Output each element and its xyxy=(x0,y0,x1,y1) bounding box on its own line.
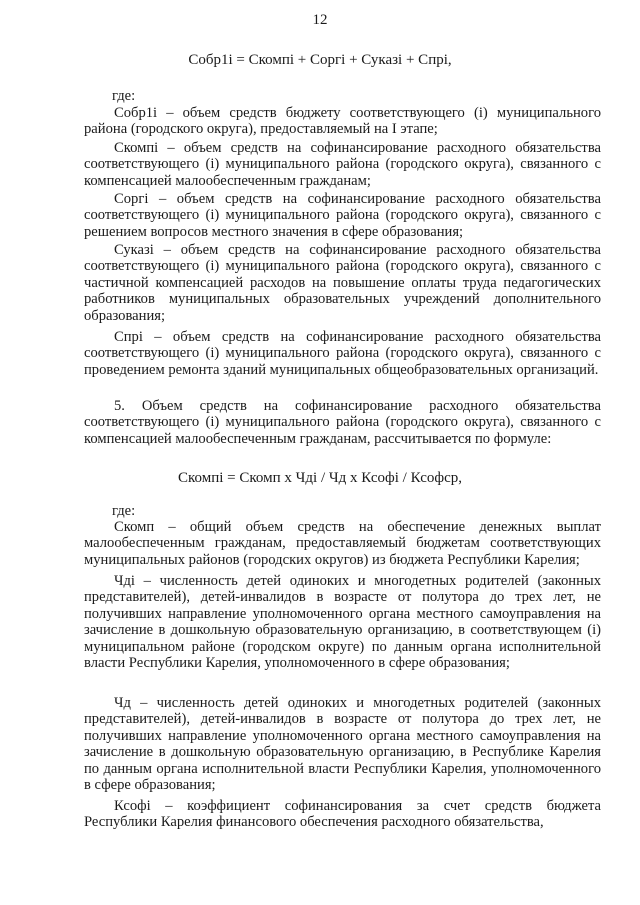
definition-skomp-total: Скомп – общий объем средств на обеспечение денежных выплат малообеспеченным гражданам, предоставляемый бюджетам соответствующих муниципальных районов (городских округов) из бюджета Республики Карелия; xyxy=(84,519,601,568)
definition-chd: Чд – численность детей одиноких и многодетных родителей (законных представителей), детей-инвалидов в возрасте от полутора до трех лет, не получивших направление уполномоченного органа местного самоуправления на зачисление в дошкольную образовательную организацию, в Республике Карелия по данным органа исполнительной власти Республики Карелия, уполномоченного в сфере образования; xyxy=(84,695,601,794)
definition-ksofi: Ксофi – коэффициент софинансирования за счет средств бюджета Республики Карелия финансового обеспечения расходного обязательства, xyxy=(84,798,601,831)
where-label: где: xyxy=(112,88,136,104)
definition-sukaz: Суказi – объем средств на софинансирование расходного обязательства соответствующего (i) муниципального района (городского округа), связанного с частичной компенсацией расходов на повышение оплаты труда педагогических работников муниципальных образовательных учреждений дополнительного образования; xyxy=(84,242,601,324)
formula-skomp: Скомпi = Скомп х Чдi / Чд х Ксофi / Ксофср, xyxy=(177,470,462,486)
where-label-2: где: xyxy=(112,503,136,519)
page-number: 12 xyxy=(312,12,328,28)
formula-total: Cобр1i = Скомпi + Соргi + Суказi + Спрi, xyxy=(188,52,452,68)
definition-chdi: Чдi – численность детей одиноких и многодетных родителей (законных представителей), детей-инвалидов в возрасте от полутора до трех лет, не получивших направление уполномоченного органа местного самоуправления на зачисление в дошкольную образовательную организацию, в соответствующем (i) муниципальном районе (городском округе) по данным органа исполнительной власти Республики Карелия, уполномоченного в сфере образования; xyxy=(84,573,601,672)
definition-spr: Спрi – объем средств на софинансирование расходного обязательства соответствующего (i) муниципального района (городского округа), связанного с проведением ремонта зданий муниципальных общеобразовательных организаций. xyxy=(84,329,601,378)
clause-5: 5. Объем средств на софинансирование расходного обязательства соответствующего (i) муниципального района (городского округа), связанного с компенсацией малообеспеченным гражданам, рассчитывается по формуле: xyxy=(84,398,601,447)
definition-sorg: Соргi – объем средств на софинансирование расходного обязательства соответствующего (i) муниципального района (городского округа), связанного с решением вопросов местного значения в сфере образования; xyxy=(84,191,601,240)
definition-sobr: Cобр1i – объем средств бюджету соответствующего (i) муниципального района (городского округа), предоставляемый на I этапе; xyxy=(84,105,601,138)
definition-skomp: Скомпi – объем средств на софинансирование расходного обязательства соответствующего (i) муниципального района (городского округа), связанного с компенсацией малообеспеченным гражданам; xyxy=(84,140,601,189)
